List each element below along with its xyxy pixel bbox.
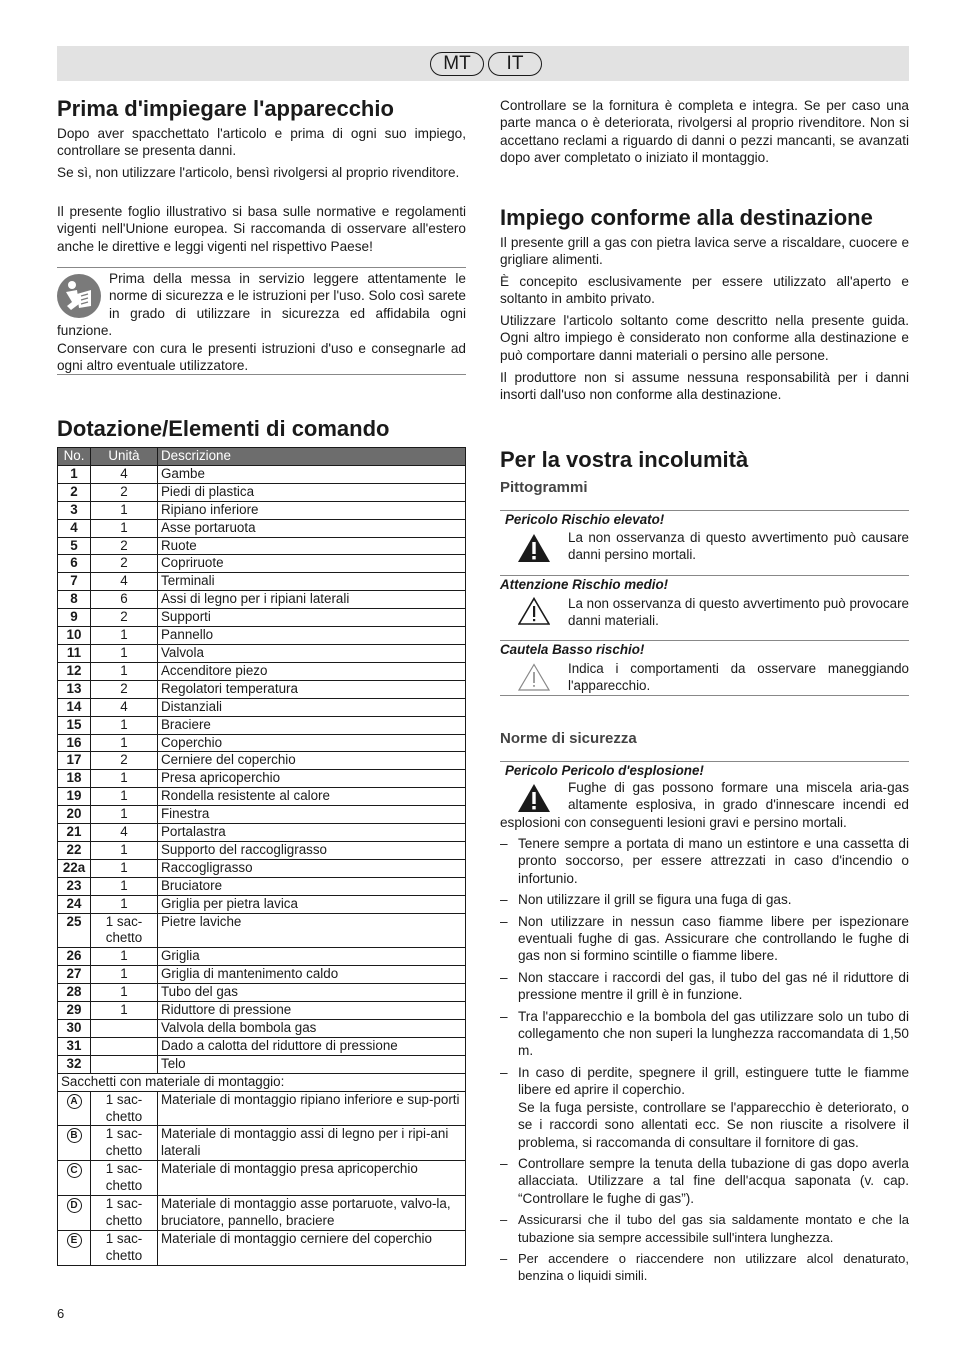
intended-use-p2: È concepito esclusivamente per essere utilizzato all'aperto e soltanto in ambito privato. [500, 274, 909, 307]
part-units: 4 [91, 698, 158, 716]
part-units: 4 [91, 573, 158, 591]
part-number: 28 [58, 984, 91, 1002]
bag-description: Materiale di montaggio assi di legno per i ripi-ani laterali [158, 1126, 466, 1161]
warning-low [500, 640, 909, 696]
part-number: 16 [58, 734, 91, 752]
part-units: 1 [91, 1002, 158, 1020]
part-number: 31 [58, 1037, 91, 1055]
parts-row [58, 770, 466, 788]
part-description: Telo [158, 1055, 466, 1073]
explosion-warning-text: Fughe di gas possono formare una miscela aria-gas altamente esplosiva, in grado d'innescare incendi ed esplosioni con conseguenti lesioni gravi e persino mortali. [500, 780, 909, 830]
warning-outline-icon [518, 597, 550, 625]
parts-row [58, 859, 466, 877]
parts-row [58, 841, 466, 859]
part-description: Pietre laviche [158, 913, 466, 948]
safety-rule-part-2: Se la fuga persiste, controllare se l'apparecchio è deteriorato, o se i raccordi sono allentati ecc. Se non riuscite a risolvere il problema, si raccomanda di consultare il fornitore di gas. [518, 1099, 909, 1150]
bag-letter: E [67, 1233, 82, 1248]
part-units: 1 [91, 859, 158, 877]
parts-row [58, 806, 466, 824]
part-units [91, 1037, 158, 1055]
col-description: Descrizione [158, 448, 466, 466]
part-number: 29 [58, 1002, 91, 1020]
page-number: 6 [57, 1306, 65, 1321]
part-units: 1 [91, 948, 158, 966]
lang-badge-mt: MT [430, 52, 484, 76]
part-units: 2 [91, 555, 158, 573]
part-units [91, 1055, 158, 1073]
parts-row [58, 483, 466, 501]
bag-row [58, 1161, 466, 1196]
warning-medium [500, 575, 909, 628]
bag-units: 1 sac-chetto [91, 1091, 158, 1126]
part-units: 2 [91, 537, 158, 555]
part-description: Riduttore di pressione [158, 1002, 466, 1020]
safety-rule: – Tenere sempre a portata di mano un estintore e una cassetta di pronto soccorso, per essere attrezzati in caso d'incendio o infortunio. [500, 835, 909, 887]
parts-row [58, 1055, 466, 1073]
parts-row [58, 1002, 466, 1020]
read-instructions-note [57, 267, 466, 375]
bag-description: Materiale di montaggio cerniere del coperchio [158, 1230, 466, 1265]
part-number: 5 [58, 537, 91, 555]
part-description: Presa apricoperchio [158, 770, 466, 788]
bag-row [58, 1196, 466, 1231]
language-bar [57, 46, 909, 81]
part-number: 22 [58, 841, 91, 859]
before-use-p3: Il presente foglio illustrativo si basa sulle normative e regolamenti vigenti nell'Unione europea. Si raccomanda di osservare all'estero anche le direttive e leggi vigenti nel rispettivo Paese! [57, 204, 466, 254]
safety-rules-title: Norme di sicurezza [500, 730, 637, 747]
part-description: Asse portaruota [158, 519, 466, 537]
part-description: Raccogligrasso [158, 859, 466, 877]
parts-row [58, 984, 466, 1002]
part-number: 18 [58, 770, 91, 788]
warning-low-text: Indica i comportamenti da osservare maneggiando l'apparecchio. [568, 661, 909, 693]
part-number: 15 [58, 716, 91, 734]
part-units: 1 sac-chetto [91, 913, 158, 948]
part-description: Valvola della bombola gas [158, 1020, 466, 1038]
part-units: 1 [91, 644, 158, 662]
part-number: 8 [58, 591, 91, 609]
parts-row [58, 1020, 466, 1038]
bag-row [58, 1230, 466, 1265]
parts-row [58, 662, 466, 680]
part-number: 20 [58, 806, 91, 824]
part-description: Ruote [158, 537, 466, 555]
bag-letter-cell [58, 1161, 91, 1196]
parts-row [58, 913, 466, 948]
parts-row [58, 519, 466, 537]
parts-row [58, 698, 466, 716]
parts-row [58, 877, 466, 895]
parts-row [58, 966, 466, 984]
safety-rule: – Assicurarsi che il tubo del gas sia saldamente montato e che la tubazione sia sempre accessibile sull'intera lunghezza. [500, 1211, 909, 1246]
safety-rule: – Non utilizzare il grill se figura una fuga di gas. [500, 891, 909, 908]
note-text-2: Conservare con cura le presenti istruzioni d'uso e consegnarle ad ogni altro eventuale utilizzatore. [57, 340, 466, 374]
part-units: 1 [91, 662, 158, 680]
parts-row [58, 644, 466, 662]
part-description: Terminali [158, 573, 466, 591]
bag-units: 1 sac-chetto [91, 1126, 158, 1161]
parts-row [58, 591, 466, 609]
safety-rule-part-1: In caso di perdite, spegnere il grill, estinguere tutte le fiamme libere ed aprire il coperchio. [518, 1064, 909, 1098]
part-units: 1 [91, 966, 158, 984]
part-units: 6 [91, 591, 158, 609]
parts-row [58, 1037, 466, 1055]
part-description: Accenditore piezo [158, 662, 466, 680]
intended-use-p4: Il produttore non si assume nessuna responsabilità per i danni insorti dall'uso non conforme alla destinazione. [500, 370, 909, 403]
bag-letter: C [67, 1163, 82, 1178]
part-description: Piedi di plastica [158, 483, 466, 501]
bag-units: 1 sac-chetto [91, 1161, 158, 1196]
part-units: 4 [91, 465, 158, 483]
safety-rule: – Non staccare i raccordi del gas, il tubo del gas né il riduttore di pressione mentre il grill è in funzione. [500, 969, 909, 1004]
part-units: 1 [91, 895, 158, 913]
part-units: 2 [91, 680, 158, 698]
part-description: Ripiano inferiore [158, 501, 466, 519]
part-description: Assi di legno per i ripiani laterali [158, 591, 466, 609]
part-number: 30 [58, 1020, 91, 1038]
parts-row [58, 948, 466, 966]
intended-use-p1: Il presente grill a gas con pietra lavica serve a riscaldare, cuocere e grigliare alimenti. [500, 235, 909, 268]
part-units: 1 [91, 806, 158, 824]
warning-high-text: La non osservanza di questo avvertimento può causare danni persino mortali. [568, 530, 909, 562]
part-number: 23 [58, 877, 91, 895]
part-number: 17 [58, 752, 91, 770]
bag-letter-cell [58, 1230, 91, 1265]
intended-use-p3: Utilizzare l'articolo soltanto come descritto nella presente guida. Ogni altro impiego è considerato non conforme alla destinazione e può comportare danni materiali o persino alle persone. [500, 313, 909, 363]
part-description: Supporti [158, 609, 466, 627]
parts-row [58, 895, 466, 913]
parts-row [58, 734, 466, 752]
part-description: Copriruote [158, 555, 466, 573]
before-use-title: Prima d'impiegare l'apparecchio [57, 96, 394, 121]
parts-row [58, 501, 466, 519]
parts-row [58, 627, 466, 645]
bag-row [58, 1091, 466, 1126]
col-units: Unità [91, 448, 158, 466]
part-description: Griglia [158, 948, 466, 966]
parts-table [57, 447, 466, 1266]
part-description: Distanziali [158, 698, 466, 716]
part-units: 1 [91, 734, 158, 752]
part-number: 2 [58, 483, 91, 501]
delivery-text: Controllare se la fornitura è completa e integra. Se per caso una parte manca o è deteriorata, rivolgersi al proprio rivenditore. Non si accettano reclami a riguardo di danni o pezzi mancanti, se avanzati dopo aver completato o iniziato il montaggio. [500, 98, 909, 166]
caution-outline-icon [518, 663, 550, 691]
safety-rules-list [500, 835, 909, 1289]
part-units: 1 [91, 984, 158, 1002]
part-number: 32 [58, 1055, 91, 1073]
before-use-p1: Dopo aver spacchettato l'articolo e prima di ogni suo impiego, controllare se presenta danni. [57, 126, 466, 159]
parts-row [58, 752, 466, 770]
part-units: 1 [91, 877, 158, 895]
part-number: 11 [58, 644, 91, 662]
part-description: Dado a calotta del riduttore di pressione [158, 1037, 466, 1055]
parts-table-header [58, 448, 466, 466]
part-number: 14 [58, 698, 91, 716]
bag-units: 1 sac-chetto [91, 1196, 158, 1231]
part-number: 13 [58, 680, 91, 698]
part-description: Rondella resistente al calore [158, 788, 466, 806]
parts-row [58, 465, 466, 483]
part-units: 1 [91, 770, 158, 788]
warning-high [500, 510, 909, 575]
part-units: 2 [91, 609, 158, 627]
pictograms-title: Pittogrammi [500, 479, 588, 496]
safety-rule: – Tra l'apparecchio e la bombola del gas utilizzare solo un tubo di collegamento che non superi la lunghezza raccomandata di 1,50 m. [500, 1008, 909, 1060]
part-number: 25 [58, 913, 91, 948]
safety-rule: – Non utilizzare in nessun caso fiamme libere per ispezionare eventuali fughe di gas. Assicurare che controllando le fughe di gas non si formino scintille o fiamme libere. [500, 913, 909, 965]
explosion-warning [500, 761, 909, 832]
safety-rule: – Per accendere o riaccendere non utilizzare alcol denaturato, benzina o liquidi simili. [500, 1250, 909, 1285]
part-number: 26 [58, 948, 91, 966]
part-number: 3 [58, 501, 91, 519]
bags-label-row [58, 1073, 466, 1091]
bag-description: Materiale di montaggio presa apricoperchio [158, 1161, 466, 1196]
part-description: Regolatori temperatura [158, 680, 466, 698]
lang-badge-it: IT [488, 52, 542, 76]
part-number: 27 [58, 966, 91, 984]
part-number: 12 [58, 662, 91, 680]
before-use-p2: Se sì, non utilizzare l'articolo, bensì rivolgersi al proprio rivenditore. [57, 165, 460, 180]
part-description: Coperchio [158, 734, 466, 752]
part-number: 9 [58, 609, 91, 627]
part-units: 2 [91, 752, 158, 770]
parts-row [58, 555, 466, 573]
bag-description: Materiale di montaggio ripiano inferiore e sup-porti [158, 1091, 466, 1126]
part-units: 4 [91, 824, 158, 842]
safety-rule: – Controllare sempre la tenuta della tubazione di gas dopo averla allacciata. Utilizzare a tal fine dell'acqua saponata (v. cap. “Controllare le fughe di gas”). [500, 1155, 909, 1207]
part-description: Finestra [158, 806, 466, 824]
intended-use-title: Impiego conforme alla destinazione [500, 205, 873, 230]
part-description: Braciere [158, 716, 466, 734]
bag-letter-cell [58, 1126, 91, 1161]
col-no: No. [58, 448, 91, 466]
part-number: 10 [58, 627, 91, 645]
bag-letter-cell [58, 1196, 91, 1231]
part-number: 21 [58, 824, 91, 842]
part-description: Griglia per pietra lavica [158, 895, 466, 913]
part-units: 1 [91, 627, 158, 645]
part-units: 1 [91, 716, 158, 734]
warning-high-title: Pericolo Rischio elevato! [505, 512, 665, 527]
part-number: 24 [58, 895, 91, 913]
bag-letter: B [67, 1128, 82, 1143]
part-description: Valvola [158, 644, 466, 662]
part-description: Gambe [158, 465, 466, 483]
bag-letter: A [67, 1094, 82, 1109]
bag-letter: D [67, 1198, 82, 1213]
part-description: Pannello [158, 627, 466, 645]
warning-medium-title: Attenzione Rischio medio! [500, 577, 669, 592]
part-units [91, 1020, 158, 1038]
parts-row [58, 788, 466, 806]
part-number: 1 [58, 465, 91, 483]
part-number: 4 [58, 519, 91, 537]
explosion-warning-title: Pericolo Pericolo d'esplosione! [505, 763, 704, 778]
parts-row [58, 537, 466, 555]
bag-letter-cell [58, 1091, 91, 1126]
safety-rule [500, 1064, 909, 1151]
part-number: 19 [58, 788, 91, 806]
part-description: Supporto del raccogligrasso [158, 841, 466, 859]
part-number: 7 [58, 573, 91, 591]
part-units: 2 [91, 483, 158, 501]
bags-label: Sacchetti con materiale di montaggio: [58, 1073, 466, 1091]
parts-row [58, 824, 466, 842]
parts-row [58, 716, 466, 734]
equipment-title: Dotazione/Elementi di comando [57, 416, 390, 441]
bag-row [58, 1126, 466, 1161]
bag-description: Materiale di montaggio asse portaruote, valvo-la, bruciatore, pannello, braciere [158, 1196, 466, 1231]
warning-medium-text: La non osservanza di questo avvertimento può provocare danni materiali. [568, 596, 909, 628]
parts-row [58, 573, 466, 591]
warning-low-title: Cautela Basso rischio! [500, 642, 645, 657]
part-units: 1 [91, 788, 158, 806]
danger-filled-icon [517, 533, 551, 563]
part-description: Tubo del gas [158, 984, 466, 1002]
part-description: Cerniere del coperchio [158, 752, 466, 770]
part-description: Portalastra [158, 824, 466, 842]
note-text-1: Prima della messa in servizio leggere attentamente le norme di sicurezza e le istruzioni per l'uso. Solo così sarete in grado di utilizzare in sicurezza ed affidabila ogni funzione. [57, 271, 466, 339]
part-units: 1 [91, 501, 158, 519]
part-number: 22a [58, 859, 91, 877]
safety-title: Per la vostra incolumità [500, 447, 749, 472]
parts-row [58, 609, 466, 627]
explosion-danger-icon [517, 783, 551, 813]
part-units: 1 [91, 519, 158, 537]
part-description: Bruciatore [158, 877, 466, 895]
part-units: 1 [91, 841, 158, 859]
part-number: 6 [58, 555, 91, 573]
parts-row [58, 680, 466, 698]
bag-units: 1 sac-chetto [91, 1230, 158, 1265]
part-description: Griglia di mantenimento caldo [158, 966, 466, 984]
